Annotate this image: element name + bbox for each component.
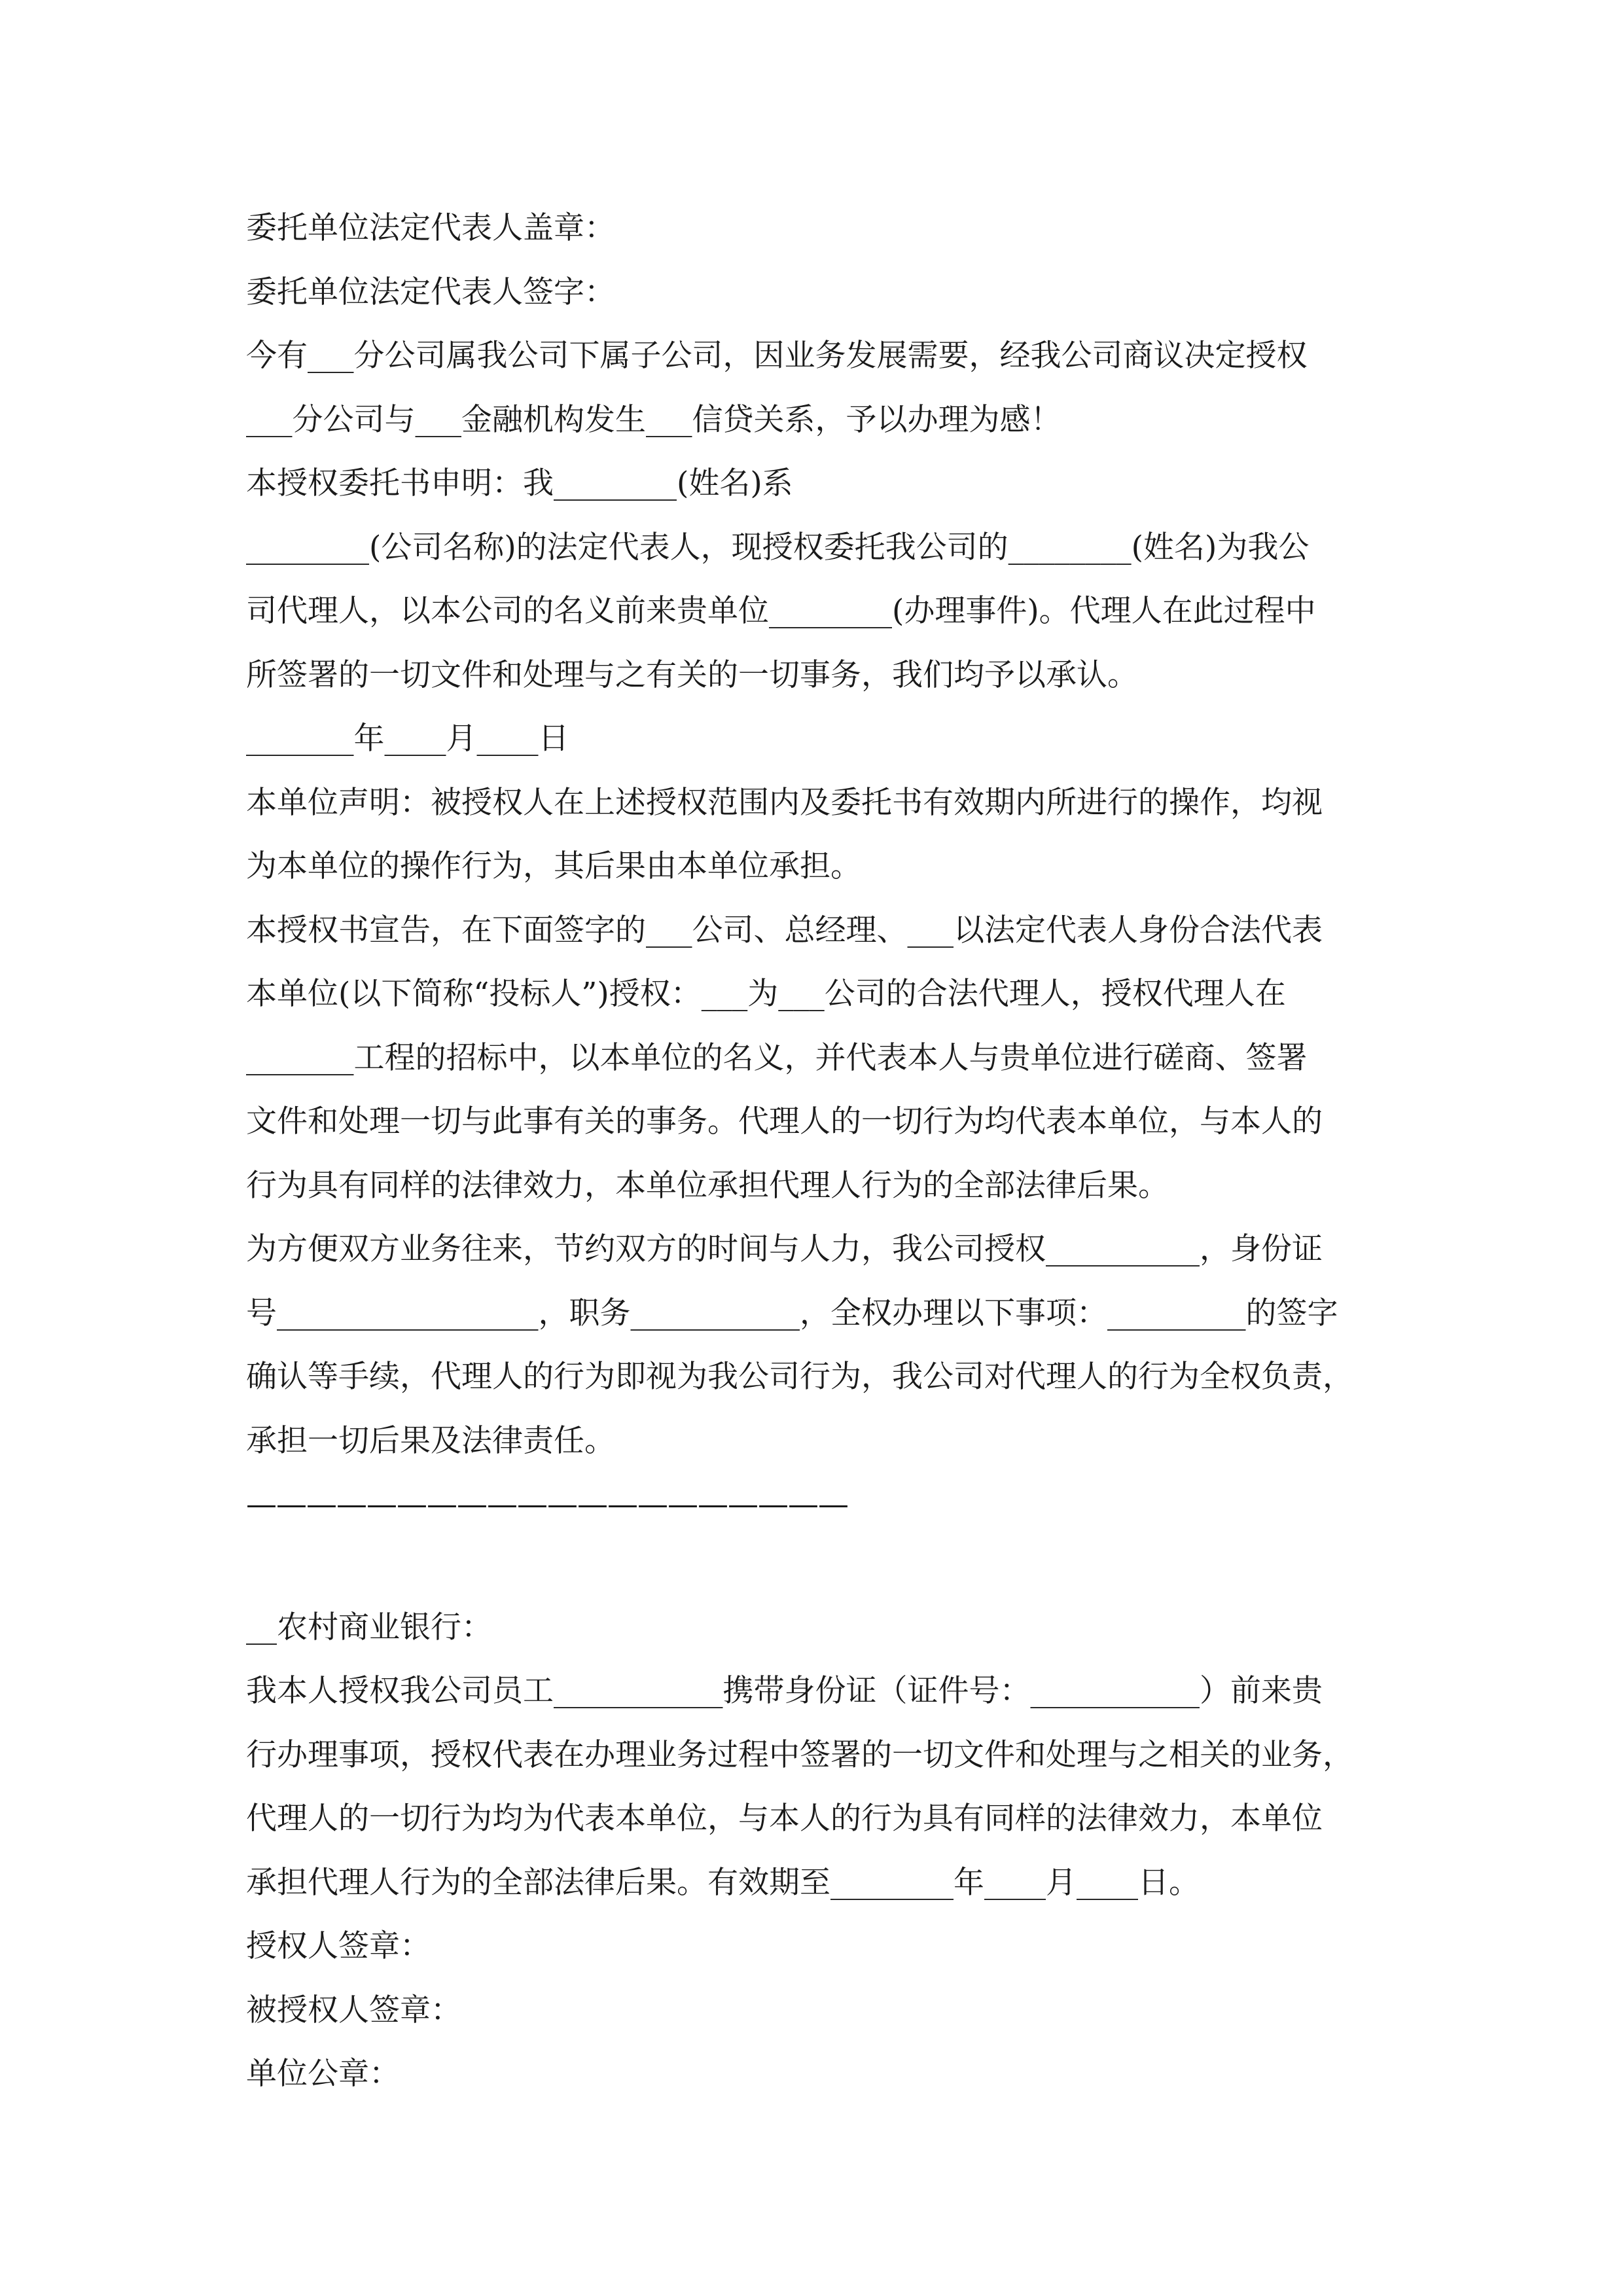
paragraph-line: 代理人的一切行为均为代表本单位，与本人的行为具有同样的法律效力，本单位 xyxy=(246,1801,1323,1837)
paragraph-line: ___分公司与___金融机构发生___信贷关系，予以办理为感！ xyxy=(246,401,1061,438)
paragraph-line: 今有___分公司属我公司下属子公司，因业务发展需要，经我公司商议决定授权 xyxy=(246,338,1308,374)
authorized-signature-line: 被授权人签章： xyxy=(246,1992,461,2028)
paragraph-line: 本授权委托书申明：我________(姓名)系 xyxy=(246,465,793,501)
paragraph-line: 文件和处理一切与此事有关的事务。代理人的一切行为均代表本单位，与本人的 xyxy=(246,1103,1323,1139)
paragraph-line: 为方便双方业务往来，节约双方的时间与人力，我公司授权__________，身份证 xyxy=(246,1231,1323,1267)
paragraph-line: 承担一切后果及法律责任。 xyxy=(246,1422,615,1459)
authorizer-signature-line: 授权人签章： xyxy=(246,1928,431,1964)
date-line: _______年____月____日 xyxy=(246,721,569,757)
paragraph-line: 为本单位的操作行为，其后果由本单位承担。 xyxy=(246,848,861,884)
company-seal-line: 单位公章： xyxy=(246,2056,400,2092)
paragraph-line: 行为具有同样的法律效力，本单位承担代理人行为的全部法律后果。 xyxy=(246,1167,1169,1204)
seal-line: 委托单位法定代表人盖章： xyxy=(246,210,615,246)
paragraph-line: 本单位(以下简称“投标人”)授权：___为___公司的合法代理人，授权代理人在 xyxy=(246,976,1286,1012)
addressee-line: __农村商业银行： xyxy=(246,1609,492,1645)
paragraph-line: 本授权书宣告，在下面签字的___公司、总经理、___以法定代表人身份合法代表 xyxy=(246,912,1323,948)
paragraph-line: ________(公司名称)的法定代表人，现授权委托我公司的________(姓名)为我公 xyxy=(246,529,1310,565)
spacer xyxy=(246,1537,1378,1596)
paragraph-line: 所签署的一切文件和处理与之有关的一切事务，我们均予以承认。 xyxy=(246,656,1138,693)
paragraph-line: 承担代理人行为的全部法律后果。有效期至________年____月____日。 xyxy=(246,1864,1200,1901)
paragraph-line: 司代理人，以本公司的名义前来贵单位________(办理事件)。代理人在此过程中 xyxy=(246,593,1316,629)
paragraph-line: 确认等手续，代理人的行为即视为我公司行为，我公司对代理人的行为全权负责， xyxy=(246,1359,1353,1395)
document-body xyxy=(246,196,1378,2106)
paragraph-line: 我本人授权我公司员工___________携带身份证（证件号：___________）前来贵 xyxy=(246,1673,1323,1709)
paragraph-line: 本单位声明：被授权人在上述授权范围内及委托书有效期内所进行的操作，均视 xyxy=(246,784,1323,821)
paragraph-line: 行办理事项，授权代表在办理业务过程中签署的一切文件和处理与之相关的业务， xyxy=(246,1736,1353,1773)
paragraph-line: 号_________________，职务___________，全权办理以下事项：_________的签字 xyxy=(246,1295,1338,1331)
paragraph-line: _______工程的招标中，以本单位的名义，并代表本人与贵单位进行磋商、签署 xyxy=(246,1039,1308,1076)
separator-line: ———————————————————— xyxy=(246,1486,848,1522)
signature-line: 委托单位法定代表人签字： xyxy=(246,274,615,310)
